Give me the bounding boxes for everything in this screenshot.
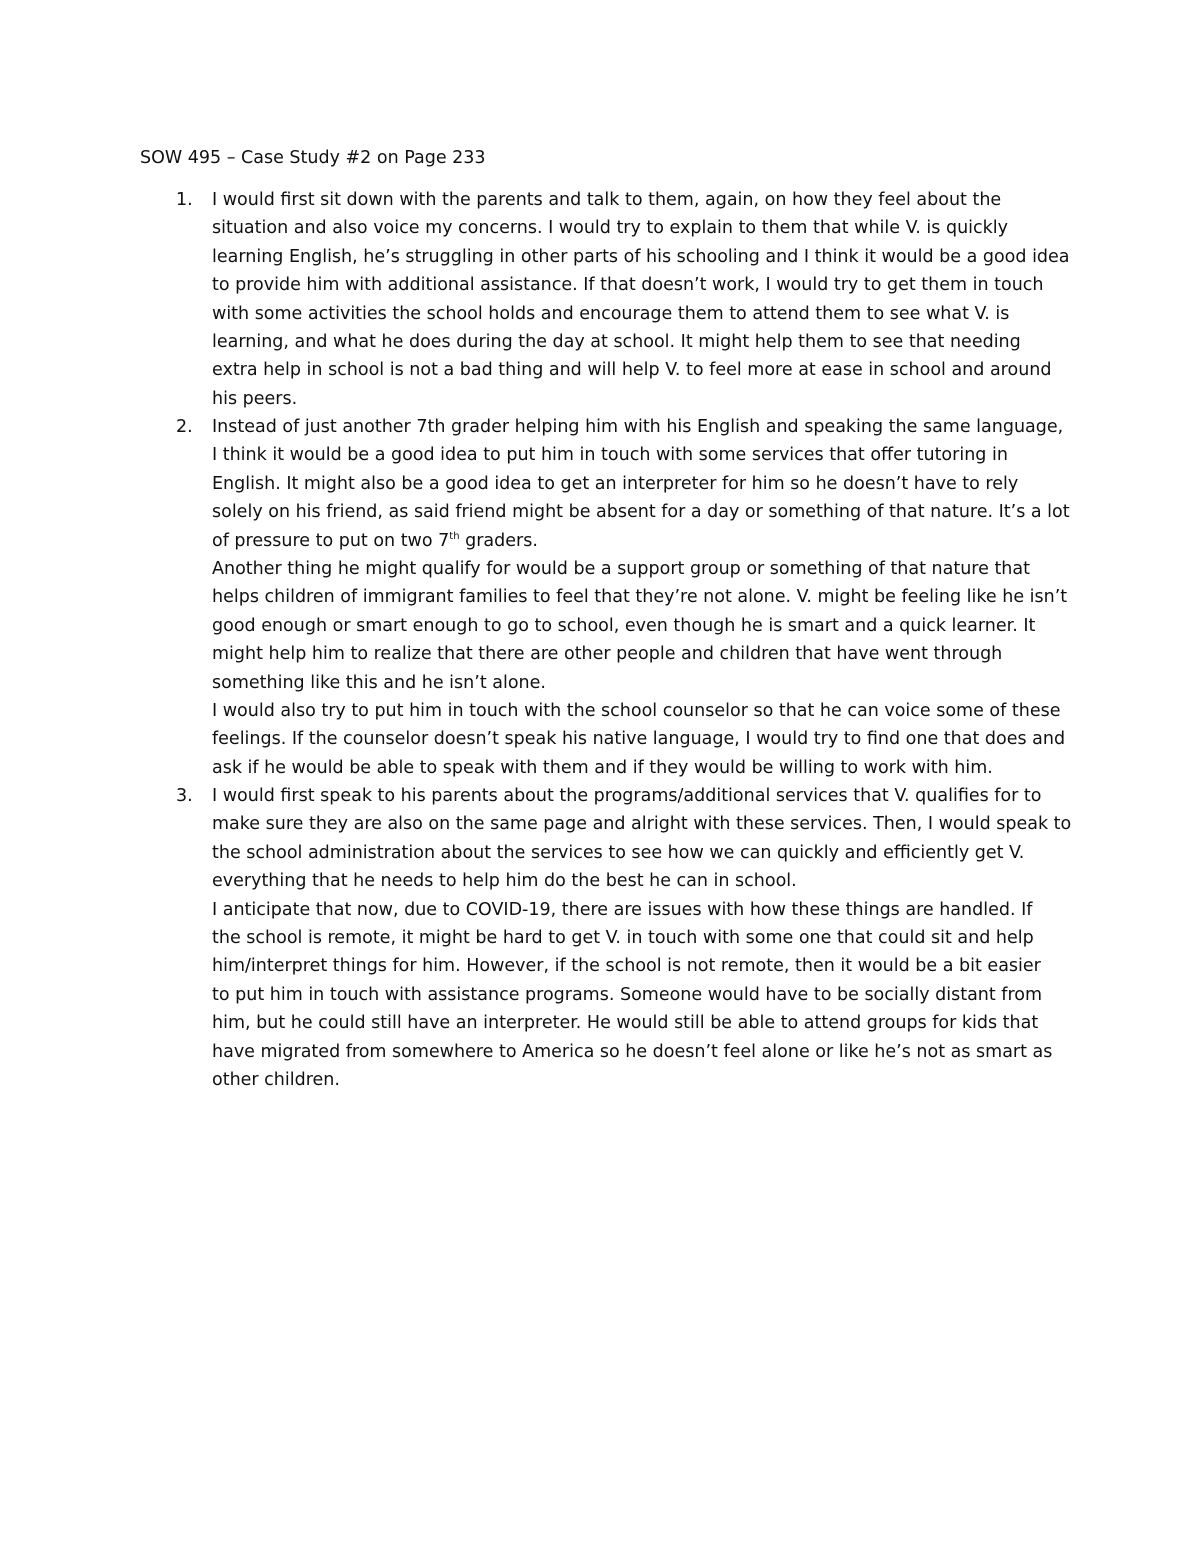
item-2-line: might help him to realize that there are other people and children that have went through xyxy=(212,644,1003,665)
item-1-line: learning, and what he does during the day at school. It might help them to see that needing xyxy=(212,331,1021,352)
item-3-line: him/interpret things for him. However, if the school is not remote, then it would be a bit easier xyxy=(212,956,1041,977)
item-1-line: extra help in school is not a bad thing and will help V. to feel more at ease in school and around xyxy=(212,360,1052,381)
item-1-paragraph xyxy=(212,186,1072,413)
item-2-line-superscript xyxy=(212,527,1072,555)
item-2-number: 2. xyxy=(176,417,193,437)
item-2-line: feelings. If the counselor doesn’t speak his native language, I would try to find one that does and xyxy=(212,729,1066,750)
item-2-line: English. It might also be a good idea to get an interpreter for him so he doesn’t have to rely xyxy=(212,473,1019,494)
item-1-line: his peers. xyxy=(212,388,298,409)
item-2-line: good enough or smart enough to go to school, even though he is smart and a quick learner. It xyxy=(212,615,1036,636)
item-3-line: I anticipate that now, due to COVID-19, there are issues with how these things are handled. If xyxy=(212,899,1033,920)
item-1-line: I would first sit down with the parents and talk to them, again, on how they feel about the xyxy=(212,190,1002,210)
item-2-line: solely on his friend, as said friend might be absent for a day or something of that nature. It’s a lot xyxy=(212,502,1070,523)
item-3-line: everything that he needs to help him do the best he can in school. xyxy=(212,871,797,892)
item-1-number: 1. xyxy=(176,190,193,210)
item-1-line: to provide him with additional assistance. If that doesn’t work, I would try to get them in touch xyxy=(212,275,1044,296)
item-1-line: learning English, he’s struggling in other parts of his schooling and I think it would be a good idea xyxy=(212,246,1070,267)
item-2-line: helps children of immigrant families to feel that they’re not alone. V. might be feeling like he isn’t xyxy=(212,587,1068,608)
item-3-line: to put him in touch with assistance programs. Someone would have to be socially distant from xyxy=(212,984,1043,1005)
item-2-line: something like this and he isn’t alone. xyxy=(212,672,546,693)
item-2-line: Instead of just another 7th grader helping him with his English and speaking the same language, xyxy=(212,417,1064,437)
item-3-line: him, but he could still have an interpreter. He would still be able to attend groups for kids that xyxy=(212,1013,1039,1034)
item-3-line: other children. xyxy=(212,1069,340,1090)
line-suffix: graders. xyxy=(459,530,538,551)
item-1-line: with some activities the school holds and encourage them to attend them to see what V. is xyxy=(212,303,1010,324)
item-2-paragraph xyxy=(212,413,1072,782)
ordinal-superscript: th xyxy=(449,530,460,542)
item-3-line: have migrated from somewhere to America so he doesn’t feel alone or like he’s not as smart as xyxy=(212,1041,1053,1062)
line-prefix: of pressure to put on two 7 xyxy=(212,530,450,551)
item-2-line: I think it would be a good idea to put him in touch with some services that offer tutoring in xyxy=(212,445,1008,466)
item-2-line: Another thing he might qualify for would be a support group or something of that nature that xyxy=(212,558,1030,579)
document-title: SOW 495 – Case Study #2 on Page 233 xyxy=(140,148,486,168)
item-3-line: I would first speak to his parents about the programs/additional services that V. qualifies for to xyxy=(212,786,1042,806)
item-3-line: make sure they are also on the same page and alright with these services. Then, I would speak to xyxy=(212,814,1072,835)
item-3-line: the school is remote, it might be hard to get V. in touch with some one that could sit and help xyxy=(212,927,1034,948)
item-3-paragraph xyxy=(212,782,1072,1094)
item-3-line: the school administration about the services to see how we can quickly and efficiently get V. xyxy=(212,842,1025,863)
item-1-line: situation and also voice my concerns. I would try to explain to them that while V. is quickly xyxy=(212,218,1009,239)
item-2-line: ask if he would be able to speak with them and if they would be willing to work with him. xyxy=(212,757,993,778)
item-3-number: 3. xyxy=(176,786,193,806)
item-2-line: I would also try to put him in touch with the school counselor so that he can voice some of these xyxy=(212,700,1061,721)
